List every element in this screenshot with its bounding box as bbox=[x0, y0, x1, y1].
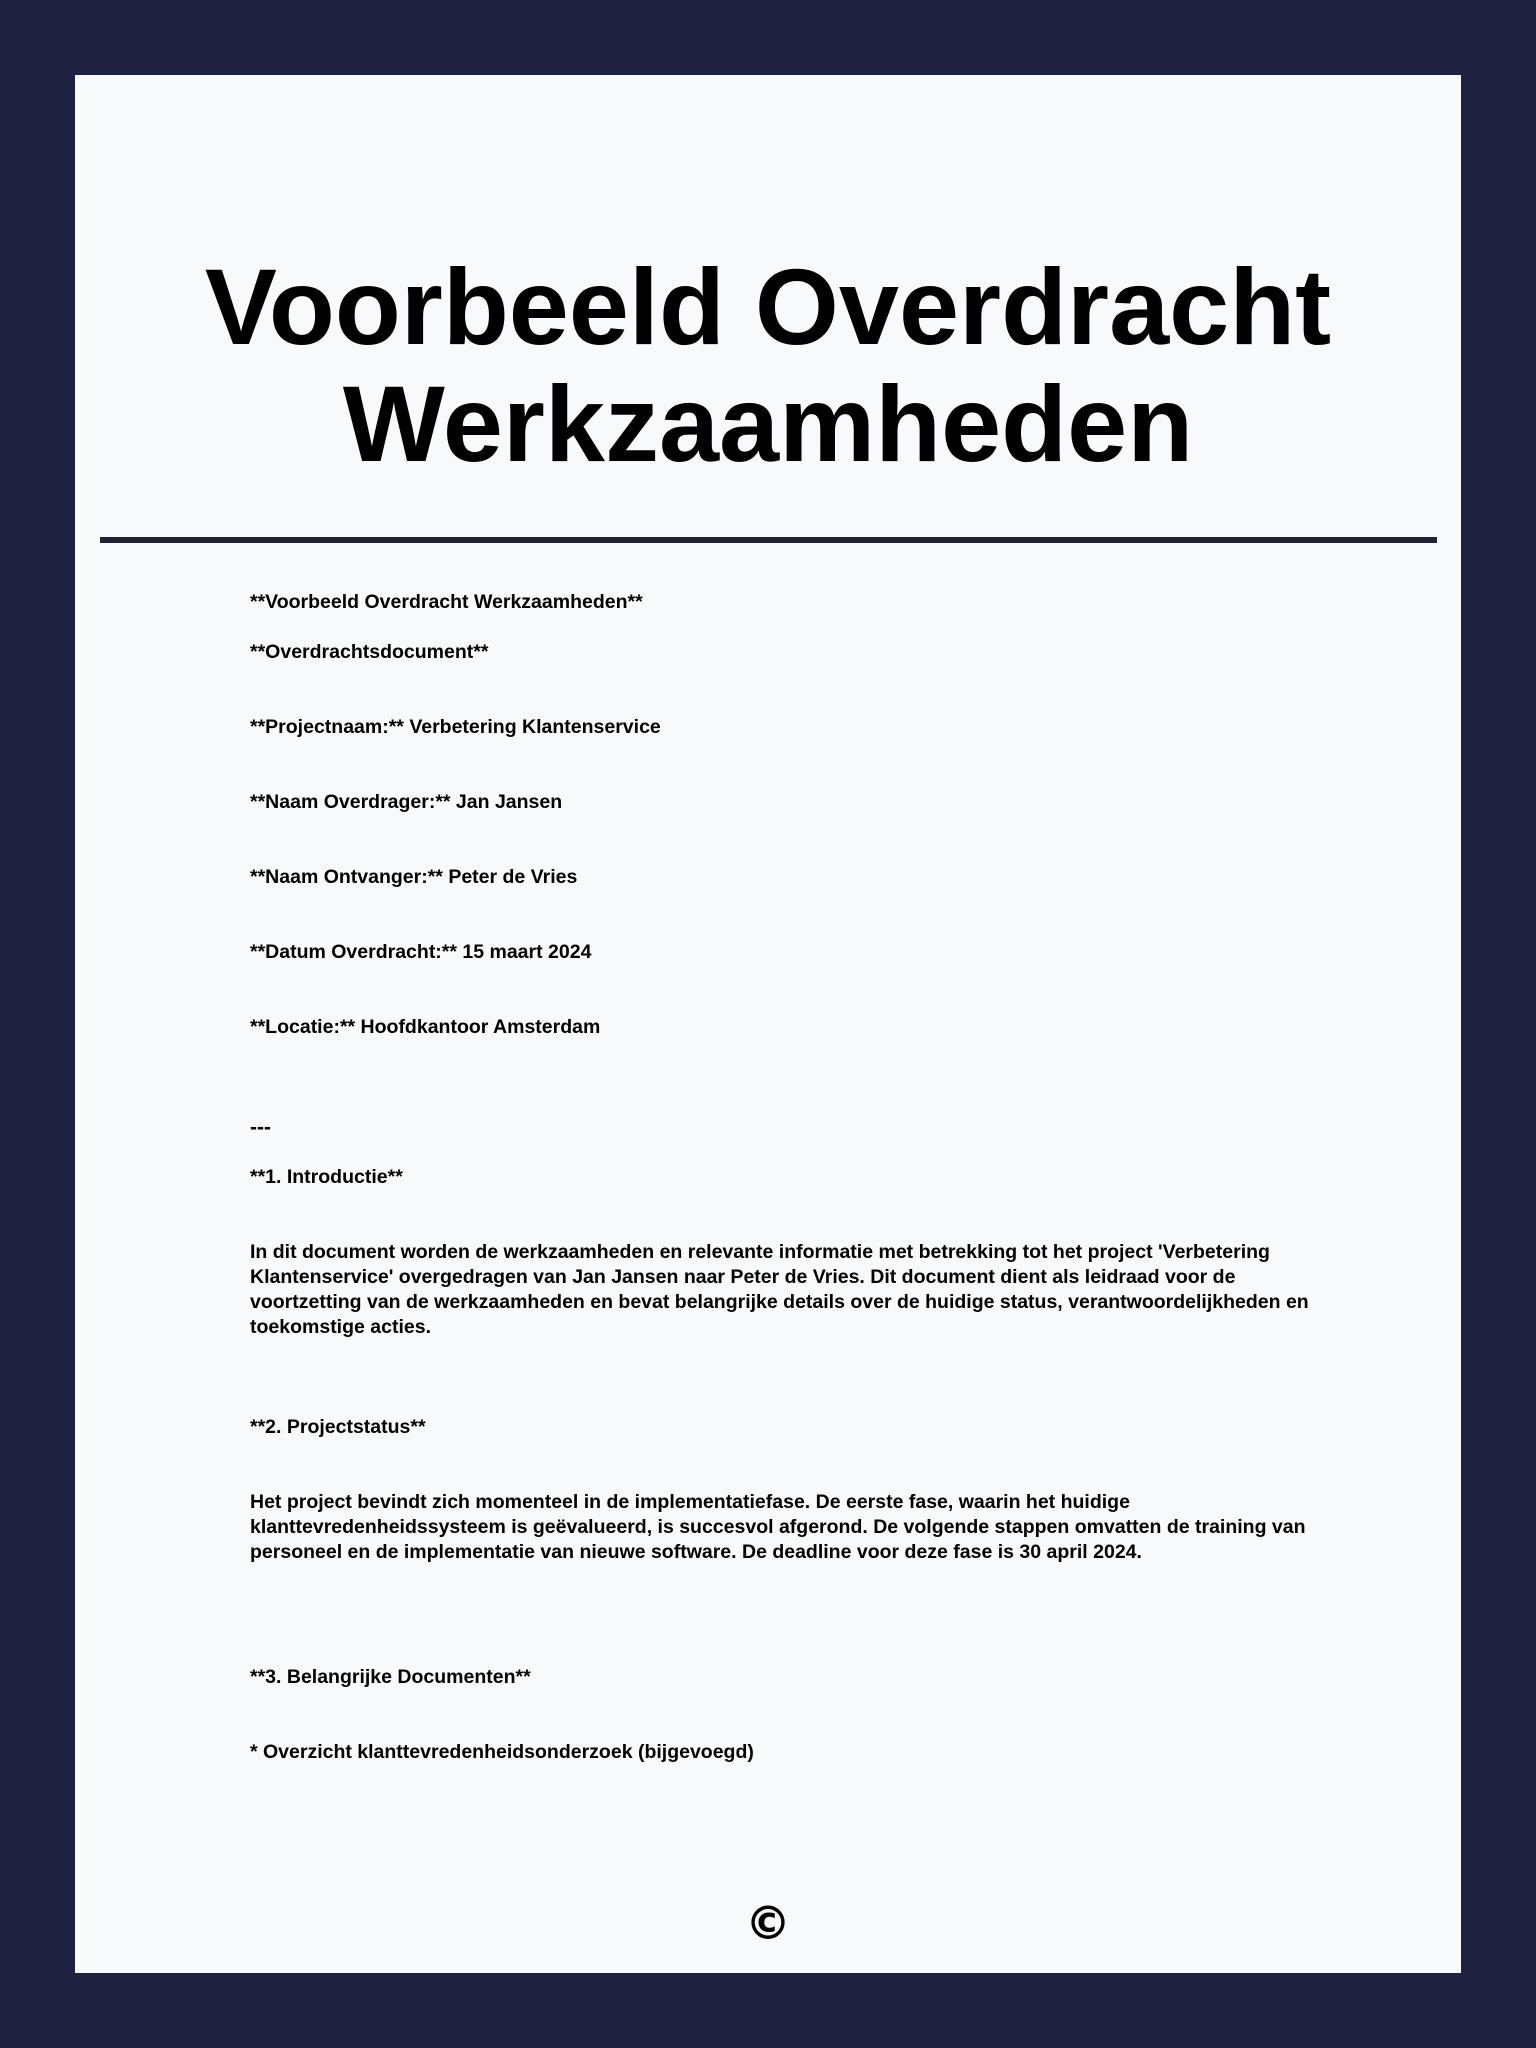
project-status-text: Het project bevindt zich momenteel in de implementatiefase. De eerste fase, waarin het huidige klanttevredenheidssysteem is geëvalueerd, is succesvol afgerond. De volgende stappen omvatten de training van personeel en de implementatie van nieuwe software. De deadline voor deze fase is 30 april 2024. bbox=[250, 1491, 1306, 1563]
copyright-icon: © bbox=[745, 1896, 791, 1950]
project-name: **Projectnaam:** Verbetering Klantenservice bbox=[250, 716, 661, 738]
handover-from: **Naam Overdrager:** Jan Jansen bbox=[250, 791, 563, 813]
section-divider: --- bbox=[250, 1116, 271, 1139]
introduction-text: In dit document worden de werkzaamheden en relevante informatie met betrekking tot het project 'Verbetering Klantenservice' overgedragen van Jan Jansen naar Peter de Vries. Dit document dient als leidraad voor de voortzetting van de werkzaamheden en bevat belangrijke details over de huidige status, verantwoordelijkheden en toekomstige acties. bbox=[250, 1241, 1309, 1338]
title-divider bbox=[100, 537, 1437, 543]
document-list-item: * Overzicht klanttevredenheidsonderzoek (bijgevoegd) bbox=[250, 1741, 754, 1763]
section-heading-project-status: **2. Projectstatus** bbox=[250, 1416, 426, 1438]
handover-date: **Datum Overdracht:** 15 maart 2024 bbox=[250, 941, 592, 963]
doc-heading: **Voorbeeld Overdracht Werkzaamheden** bbox=[250, 591, 643, 613]
handover-to: **Naam Ontvanger:** Peter de Vries bbox=[250, 866, 578, 888]
location: **Locatie:** Hoofdkantoor Amsterdam bbox=[250, 1016, 601, 1038]
document-page bbox=[75, 75, 1461, 1973]
section-heading-documents: **3. Belangrijke Documenten** bbox=[250, 1666, 531, 1688]
section-heading-introduction: **1. Introductie** bbox=[250, 1166, 403, 1188]
doc-subheading: **Overdrachtsdocument** bbox=[250, 641, 489, 663]
page-title: Voorbeeld Overdracht Werkzaamheden bbox=[204, 246, 1332, 484]
